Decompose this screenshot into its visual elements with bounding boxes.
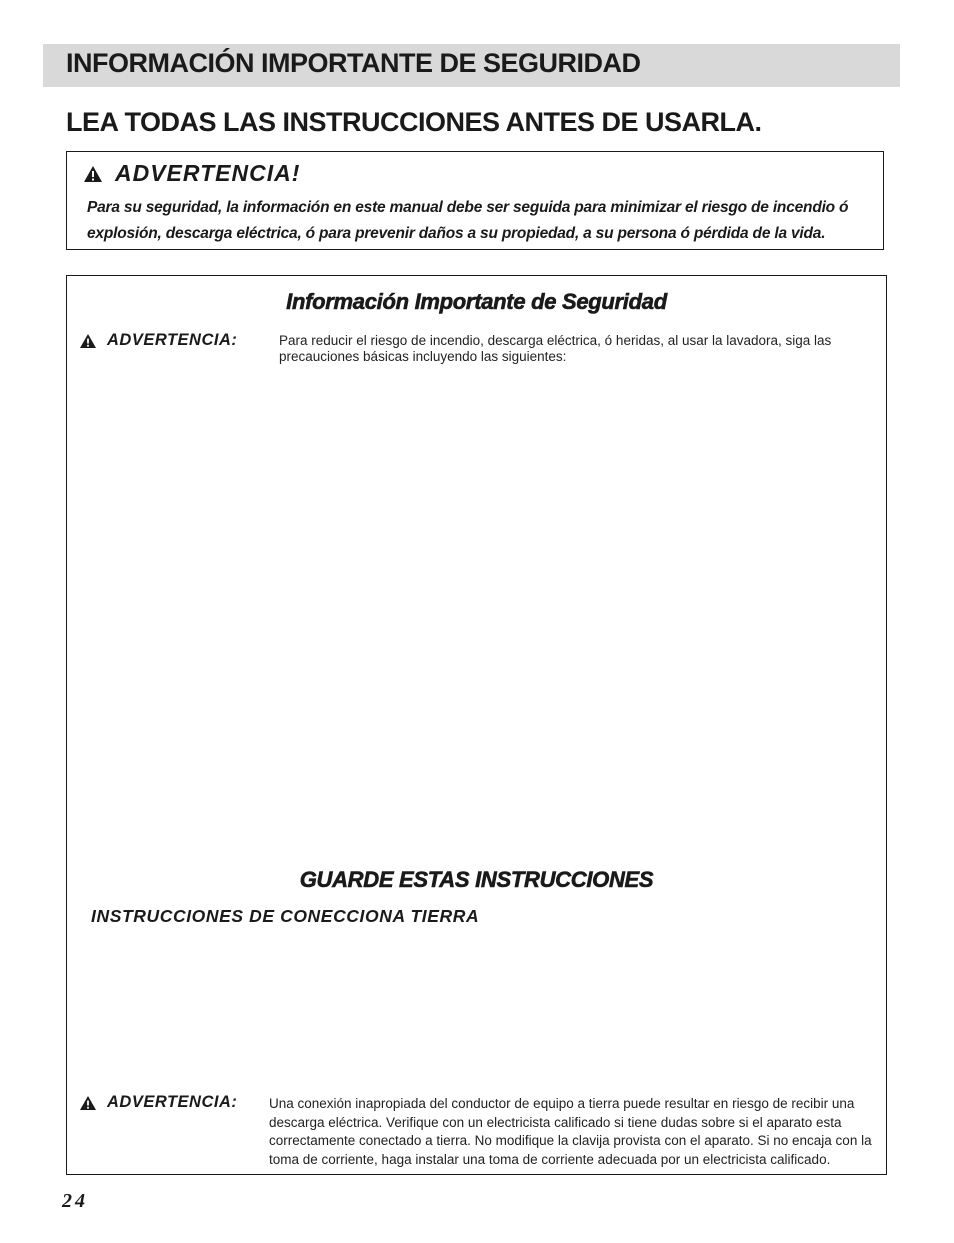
safety-section-box bbox=[66, 275, 887, 1175]
warning-triangle-icon bbox=[83, 165, 103, 183]
safety-warning-row bbox=[79, 331, 869, 365]
safety-section-title: Información Importante de Seguridad bbox=[286, 289, 667, 314]
page-title: INFORMACIÓN IMPORTANTE DE SEGURIDAD bbox=[66, 48, 641, 78]
warning-label: ADVERTENCIA! bbox=[115, 160, 301, 186]
warning-box bbox=[66, 151, 884, 250]
safety-warning-heading bbox=[79, 331, 279, 350]
safety-warning-label: ADVERTENCIA: bbox=[107, 331, 238, 349]
ground-warning-row bbox=[79, 1093, 884, 1169]
warning-heading bbox=[83, 160, 300, 187]
ground-warning-heading bbox=[79, 1093, 269, 1112]
ground-warning-label: ADVERTENCIA: bbox=[107, 1093, 238, 1111]
ground-warning-text: Una conexión inapropiada del conductor de equipo a tierra puede resultar en riesgo de recibir una descarga eléctrica. Verifique con un electricista calificado si tiene dudas sobre si el aparato esta correctamente conectado a tierra. No modifique la clavija provista con el aparato. Si no encaja con la toma de corriente, haga instalar una toma de corriente adecuada por un electricista calificado. bbox=[269, 1096, 872, 1167]
save-instructions-title: GUARDE ESTAS INSTRUCCIONES bbox=[299, 867, 654, 892]
warning-text: Para su seguridad, la información en este manual debe ser seguida para minimizar el riesgo de incendio ó explosión, descarga eléctrica, ó para prevenir daños a su propiedad, a su persona ó pérdida de la vida. bbox=[87, 199, 849, 242]
page-subtitle: LEA TODAS LAS INSTRUCCIONES ANTES DE USARLA. bbox=[66, 107, 762, 137]
grounding-instructions-title: INSTRUCCIONES DE CONECCIONA TIERRA bbox=[91, 906, 480, 926]
safety-warning-text: Para reducir el riesgo de incendio, descarga eléctrica, ó heridas, al usar la lavadora, siga las precauciones básicas incluyendo las siguientes: bbox=[279, 333, 832, 364]
page-number: 24 bbox=[62, 1190, 88, 1212]
warning-triangle-icon bbox=[79, 333, 97, 349]
warning-triangle-icon bbox=[79, 1095, 97, 1111]
